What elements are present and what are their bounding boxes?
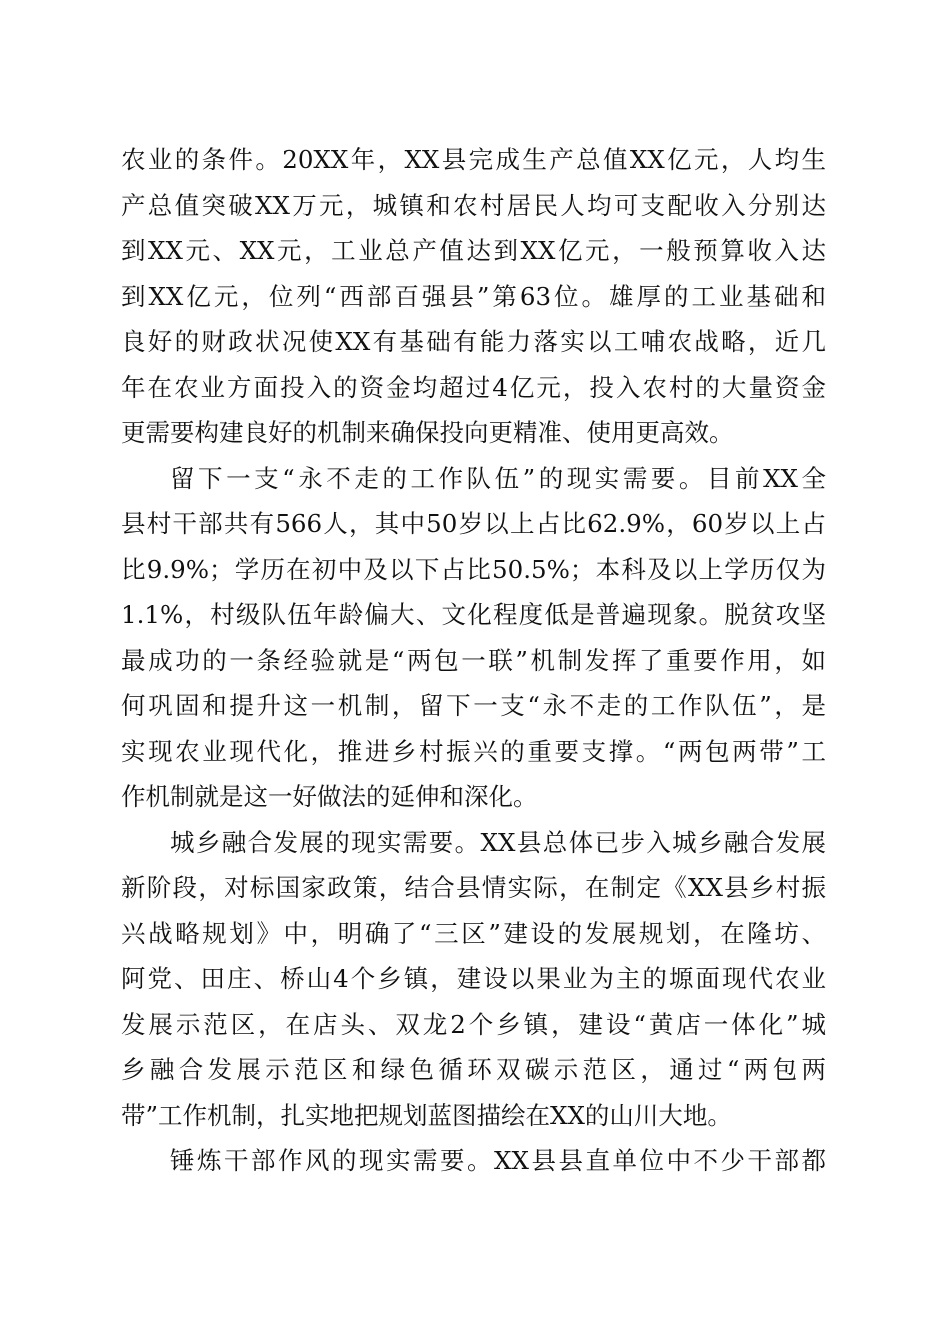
text-line: 最成功的一条经验就是“两包一联”机制发挥了重要作用，如	[121, 645, 826, 675]
text-line: 留下一支“永不走的工作队伍”的现实需要。目前XX全	[170, 463, 826, 493]
text-line: 更需要构建良好的机制来确保投向更精准、使用更高效。	[121, 418, 734, 447]
text-line: 到XX元、XX元，工业总产值达到XX亿元，一般预算收入达	[121, 236, 826, 265]
text-line: 兴战略规划》中，明确了“三区”建设的发展规划，在隆坊、	[121, 918, 826, 948]
text-line: 实现农业现代化，推进乡村振兴的重要支撑。“两包两带”工	[121, 736, 826, 766]
text-line: 比9.9%；学历在初中及以下占比50.5%；本科及以上学历仅为	[121, 554, 826, 584]
text-line: 作机制就是这一好做法的延伸和深化。	[121, 782, 538, 811]
text-line: 县村干部共有566人，其中50岁以上占比62.9%，60岁以上占	[121, 509, 826, 538]
paragraph-2	[121, 456, 826, 820]
paragraph-4	[121, 1138, 826, 1184]
text-line: 城乡融合发展的现实需要。XX县总体已步入城乡融合发展	[170, 827, 826, 857]
paragraph-1	[121, 137, 826, 456]
text-line: 1.1%，村级队伍年龄偏大、文化程度低是普遍现象。脱贫攻坚	[121, 600, 826, 629]
text-line: 农业的条件。20XX年，XX县完成生产总值XX亿元，人均生	[121, 145, 826, 174]
text-line: 何巩固和提升这一机制，留下一支“永不走的工作队伍”，是	[121, 691, 826, 720]
text-line: 良好的财政状况使XX有基础有能力落实以工哺农战略，近几	[121, 327, 826, 356]
text-line: 阿党、田庄、桥山4个乡镇，建设以果业为主的塬面现代农业	[121, 964, 826, 993]
text-line: 产总值突破XX万元，城镇和农村居民人均可支配收入分别达	[121, 190, 826, 220]
body-text	[121, 137, 826, 1184]
text-line: 发展示范区，在店头、双龙2个乡镇，建设“黄店一体化”城	[121, 1009, 826, 1039]
text-line: 锤炼干部作风的现实需要。XX县县直单位中不少干部都	[170, 1146, 826, 1175]
text-line: 带”工作机制，扎实地把规划蓝图描绘在XX的山川大地。	[121, 1100, 732, 1130]
text-line: 年在农业方面投入的资金均超过4亿元，投入农村的大量资金	[121, 372, 826, 402]
text-line: 乡融合发展示范区和绿色循环双碳示范区，通过“两包两	[121, 1055, 826, 1084]
paragraph-3	[121, 820, 826, 1139]
text-line: 新阶段，对标国家政策，结合县情实际，在制定《XX县乡村振	[121, 873, 826, 902]
text-line: 到XX亿元，位列“西部百强县”第63位。雄厚的工业基础和	[121, 281, 826, 311]
